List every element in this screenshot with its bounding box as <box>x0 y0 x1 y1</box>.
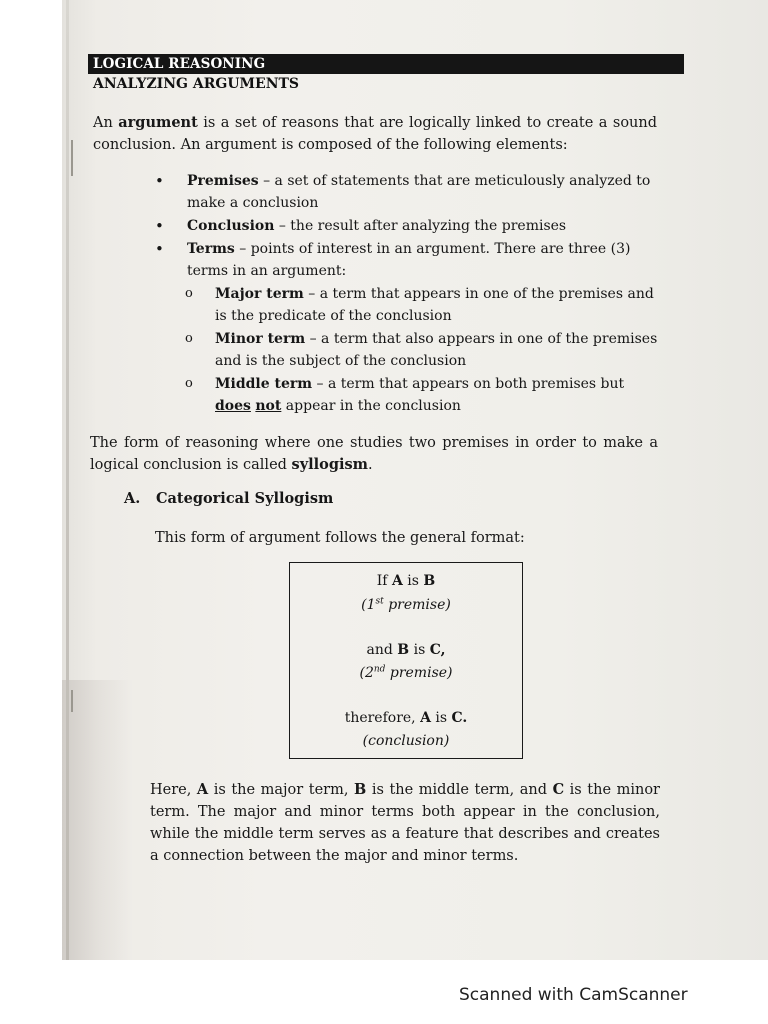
intro-term-argument: argument <box>118 114 198 131</box>
bullet-icon: • <box>155 240 164 258</box>
term-desc: appear in the conclusion <box>281 398 461 414</box>
circle-bullet-icon: o <box>185 376 193 391</box>
syllogism-term: syllogism <box>291 456 368 473</box>
bullet-icon: • <box>155 172 164 190</box>
list-item <box>155 283 660 327</box>
section-letter: A. <box>124 490 141 507</box>
section-heading <box>124 490 333 507</box>
circle-bullet-icon: o <box>185 286 193 301</box>
emphasis-not: not <box>255 398 282 414</box>
element-desc: – a set of statements that are meticulously analyzed to make a conclusion <box>187 173 651 211</box>
emphasis-does: does <box>215 398 251 414</box>
explanation-paragraph: Here, A is the major term, B is the middle term, and C is the minor term. The major and minor terms both appear in the conclusion, while the middle term serves as a feature that describes and creates a connection between the major and minor terms. <box>150 781 660 864</box>
syllogism-text: . <box>367 457 373 473</box>
premise-2-label: (2nd premise) <box>359 664 453 681</box>
premise-2: and B is C, <box>366 642 446 658</box>
term-name: Minor term <box>215 331 306 347</box>
term-desc: – a term that appears on both premises but <box>312 376 625 392</box>
intro-text: is a set of reasons that are logically linked to create a sound conclusion. An argument is composed of the following elements: <box>93 115 658 153</box>
syllogism-text: The form of reasoning where one studies two premises in order to make a logical conclusion is called <box>90 435 658 473</box>
conclusion: therefore, A is C. <box>344 710 468 726</box>
circle-bullet-icon: o <box>185 331 193 346</box>
edge-mark <box>71 690 73 712</box>
page-subtitle: ANALYZING ARGUMENTS <box>93 76 300 92</box>
term-desc: – a term that also appears in one of the premises and is the subject of the conclusion <box>215 331 658 369</box>
conclusion-label: (conclusion) <box>362 733 450 749</box>
element-term: Conclusion <box>187 218 275 234</box>
term-name: Major term <box>215 286 304 302</box>
bullet-icon: • <box>155 217 164 235</box>
list-item <box>155 215 660 237</box>
intro-text: An <box>93 115 113 131</box>
edge-mark <box>71 140 73 176</box>
syllogism-format-box <box>289 562 523 759</box>
term-desc: – a term that appears in one of the premises and is the predicate of the conclusion <box>215 286 654 324</box>
format-intro: This form of argument follows the general format: <box>155 530 525 546</box>
list-item <box>155 328 660 372</box>
element-term: Terms <box>187 241 235 257</box>
section-title: Categorical Syllogism <box>156 490 334 507</box>
intro-paragraph <box>93 112 657 156</box>
element-desc: – the result after analyzing the premises <box>274 218 567 234</box>
premise-1: If A is B <box>376 573 436 589</box>
list-item <box>155 170 660 214</box>
syllogism-paragraph <box>90 432 658 476</box>
list-item <box>155 373 660 417</box>
element-list <box>155 170 660 418</box>
page-shadow <box>62 680 132 960</box>
section-header-title: LOGICAL REASONING <box>93 56 266 72</box>
element-desc: – points of interest in an argument. There are three (3) terms in an argument: <box>187 241 631 279</box>
camscanner-watermark: Scanned with CamScanner <box>459 985 688 1005</box>
term-name: Middle term <box>215 376 313 392</box>
premise-1-label: (1st premise) <box>361 596 451 613</box>
page-edge <box>66 0 69 960</box>
list-item <box>155 238 660 282</box>
element-term: Premises <box>187 173 259 189</box>
